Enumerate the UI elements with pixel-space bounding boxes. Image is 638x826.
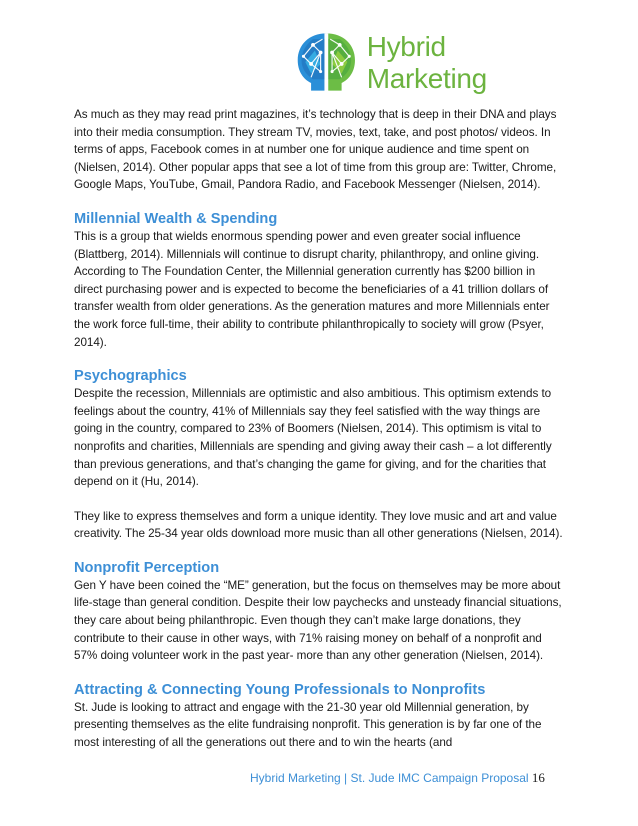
heading-nonprofit-perception: Nonprofit Perception (74, 559, 220, 576)
psychographics-paragraph-2: They like to express themselves and form a unique identity. They love music and art and value creativity. The 25-34 year olds download more music than all other generations (Nielsen, 2014). (74, 509, 563, 541)
heading-attracting-young-professionals: Attracting & Connecting Young Professionals to Nonprofits (74, 681, 486, 698)
heading-psychographics: Psychographics (74, 368, 187, 385)
attracting-paragraph: St. Jude is looking to attract and engage with the 21-30 year old Millennial generation, by presenting themselves as the elite fundraising nonprofit. This generation is by far one of the most interesting of all the generations out there and to win the hearts (and (74, 700, 542, 750)
hybrid-marketing-logo (292, 26, 564, 100)
page-footer (250, 770, 570, 786)
logo-text: Hybrid Marketing (366, 31, 487, 94)
page-number: 16 (531, 770, 545, 785)
intro-paragraph: As much as they may read print magazines, it’s technology that is deep in their DNA and plays into their media consumption. They stream TV, movies, text, take, and post photos/ videos. In terms of apps, Facebook comes in at number one for unique audience and time spent on (Nielsen, 2014). Other popular apps that see a lot of time from this group are: Twitter, Chrome, Google Maps, YouTube, Gmail, Pandora Radio, and Facebook Messenger (Nielsen, 2014). (74, 108, 557, 192)
footer-text: Hybrid Marketing | St. Jude IMC Campaign Proposal (250, 771, 529, 785)
wealth-paragraph: This is a group that wields enormous spending power and even greater social influence (Blattberg, 2014). Millennials will continue to disrupt charity, philanthropy, and online giving. According to The Foundation Center, the Millennial generation currently has $200 billion in direct purchasing power and is expected to become the beneficiaries of a 41 trillion dollars of transfer wealth from older generations. As the generation matures and more Millennials enter the work force full-time, their ability to contribute philanthropically to society will grow (Psyer, 2014). (74, 229, 550, 349)
psychographics-paragraph-1: Despite the recession, Millennials are optimistic and also ambitious. This optimism extends to feelings about the country, 41% of Millennials say they feel satisfied with the way things are going in the country, compared to 23% of Boomers (Nielsen, 2014). This optimism is vital to nonprofits and charities, Millennials are spending and giving away their cash – a lot differently than previous generations, and that’s changing the game for giving, and for the charities that depend on it (Hu, 2014). (74, 387, 552, 489)
page-body (74, 106, 566, 752)
brain-network-icon (292, 28, 361, 98)
heading-millennial-wealth: Millennial Wealth & Spending (74, 210, 278, 227)
perception-paragraph: Gen Y have been coined the “ME” generation, but the focus on themselves may be more about life-stage than general condition. Despite their low paychecks and unsteady financial situations, they care about being philanthropic. Even though they can’t make large donations, they contribute to their cause in other ways, with 71% raising money on behalf of a nonprofit and 57% doing volunteer work in the past year- more than any other generation (Nielsen, 2014). (74, 578, 562, 663)
